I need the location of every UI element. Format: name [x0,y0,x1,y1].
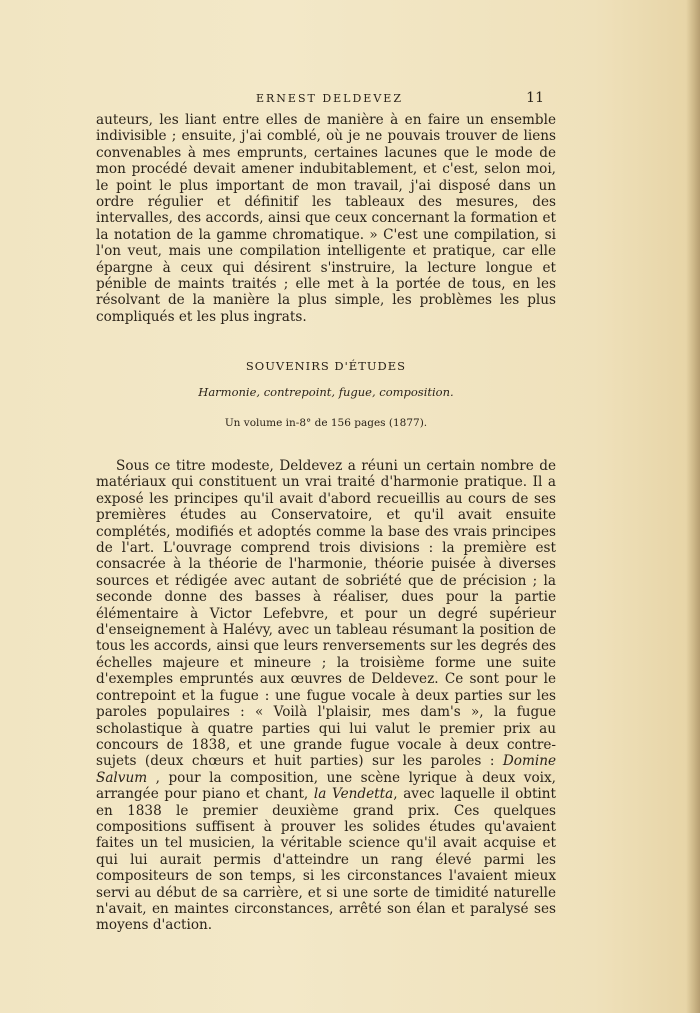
page-number: 11 [526,90,544,106]
paragraph-continued [96,112,556,325]
section-subtitle: Harmonie, contrepoint, fugue, composition. [198,385,454,399]
page-edge-shadow [686,0,700,1013]
paragraph-souvenirs [96,458,556,934]
work-title-domine-salvum: Domine Salvum [96,753,556,786]
paragraph-2-text [96,458,556,934]
section-title: SOUVENIRS D'ÉTUDES [245,359,407,373]
running-title: ERNEST DELDEVEZ [256,92,403,105]
paragraph-2-part-1: Sous ce titre modeste, Deldevez a réuni un certain nombre de matériaux qui constituent un vrai traité d'harmonie pratique. Il a exposé les principes qu'il avait d'abord recueillis au cours de ses premières études au Conservatoire, et qu'il avait ensuite complétés, modifiés et adoptés comme la base des vrais principes de l'art. L'ouvrage comprend trois divisions : la première est consacrée à la théorie de l'harmonie, théorie puisée à diverses sources et rédigée avec autant de sobriété que de précision ; la seconde donne des basses à réaliser, dues pour la partie élémentaire à Victor Lefebvre, et pour un degré supérieur d'enseignement à Halévy, avec un tableau résumant la position de tous les accords, ainsi que leurs renversements sur les degrés des échelles majeure et mineure ; la troisième forme une suite d'exemples empruntés aux œuvres de Deldevez. Ce sont pour le contrepoint et la fugue : une fugue vocale à deux parties sur les paroles populaires : « Voilà l'plaisir, mes dam's », la fugue scholastique à quatre parties qui lui valut le premier prix au concours de 1838, et une grande fugue vocale à deux contre-sujets (deux chœurs et huit parties) sur les paroles : [96,458,556,770]
paragraph-2-part-3: , avec laquelle il obtint en 1838 le premier deuxième grand prix. Ces quelques compositions suffisent à prouver les solides études qu'avaient faites un tel musicien, la véritable science qu'il avait acquise et qui lui aurait permis d'atteindre un rang élevé parmi les compositeurs de son temps, si les circonstances l'avaient mieux servi au début de sa carrière, et si une sorte de timidité naturelle n'avait, en maintes circonstances, arrêté son élan et paralysé ses moyens d'action. [96,786,556,934]
paragraph-2-part-2: , pour la composition, une scène lyrique à deux voix, arrangée pour piano et chant, [96,769,556,803]
work-title-la-vendetta: la Vendetta [313,786,394,803]
volume-info: Un volume in-8° de 156 pages (1877). [224,417,428,429]
paragraph-1-text: auteurs, les liant entre elles de manière à en faire un ensemble indivisible ; ensuite, j'ai comblé, où je ne pouvais trouver de liens convenables à mes emprunts, certaines lacunes que le mode de mon procédé devait amener indubitablement, et c'est, selon moi, le point le plus important de mon travail, j'ai disposé dans un ordre régulier et définitif les tableaux des mesures, des intervalles, des accords, ainsi que ceux concernant la formation et la notation de la gamme chromatique. » C'est une compilation, si l'on veut, mais une compilation intelligente et pratique, car elle épargne à ceux qui désirent s'instruire, la lecture longue et pénible de maints traités ; elle met à la portée de tous, en les résolvant de la manière la plus simple, les problèmes les plus compliqués et les plus ingrats. [96,112,556,325]
running-head [96,90,544,108]
